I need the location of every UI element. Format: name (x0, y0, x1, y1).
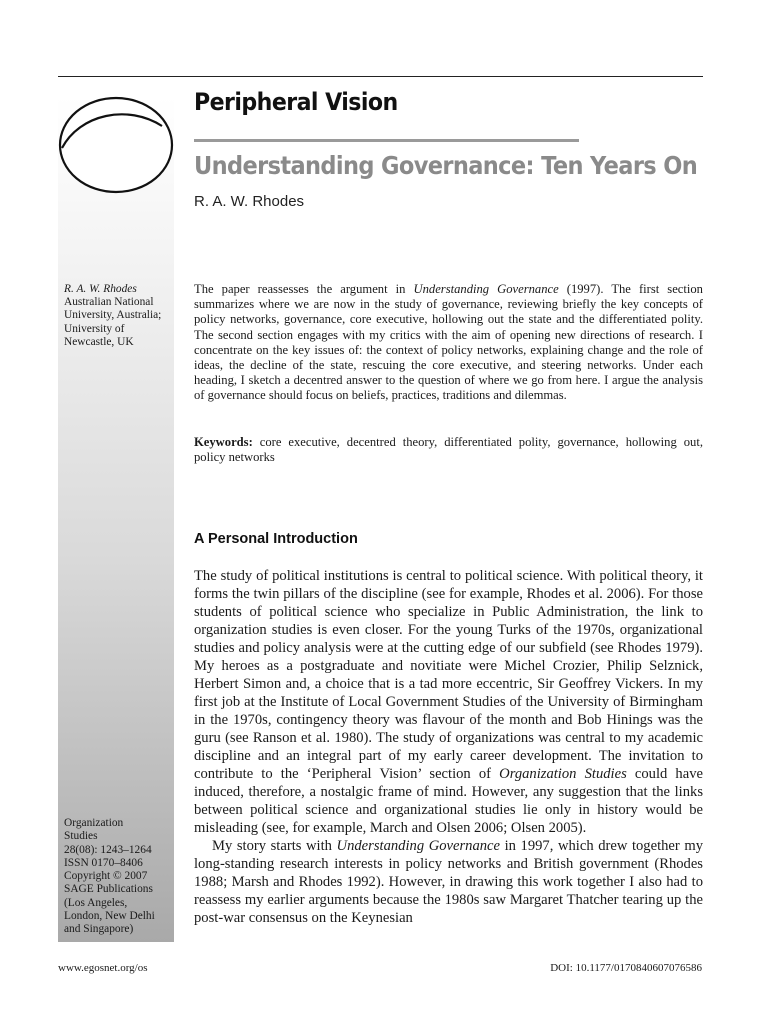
abstract-text-rest: (1997). The first section summarizes where we are now in the study of governance, reviewing briefly the key concepts of policy networks, governance, core executive, hollowing out the state and the differentiated polity. The second section engages with my critics with the aim of opening new directions of research. I concentrate on the key issues of: the context of policy networks, explaining change and the role of ideas, the decline of the state, rescuing the core executive, and steering networks. Under each heading, I sketch a decentred answer to the question of where we go from here. I argue the analysis of governance should focus on beliefs, practices, traditions and dilemmas. (194, 282, 703, 403)
byline: R. A. W. Rhodes (194, 193, 305, 210)
author-name: R. A. W. Rhodes (64, 283, 137, 295)
keywords-text: core executive, decentred theory, differentiated polity, governance, hollowing out, policy networks (194, 435, 703, 465)
top-rule (58, 76, 703, 77)
keywords-label: Keywords: (194, 435, 253, 449)
body-text-span: My story starts with (212, 838, 337, 854)
abstract-book-title: Understanding Governance (413, 282, 559, 296)
sidebar-gradient (58, 96, 174, 942)
book-title: Understanding Governance (336, 838, 501, 854)
body-text-span: in 1997, which drew together my long-standing research interests in policy networks and British government (Rhodes 1988; Marsh and Rhodes 1992). However, in drawing this work together I also had to reassess my earlier arguments because the 1980s saw Margaret Thatcher tearing up the post-war consensus on the Keynesian (194, 838, 703, 926)
keywords (194, 435, 703, 465)
abstract-text-start: The paper reassesses the argument in (194, 282, 414, 296)
journal-info: Organization Studies 28(08): 1243–1264 ISSN 0170–8406 Copyright © 2007 SAGE Publications (Los Angeles, London, New Delhi and Singapore) (64, 817, 155, 936)
body-text-span: The study of political institutions is central to political science. With political theory, it forms the twin pillars of the discipline (see for example, Rhodes et al. 2006). For those students of political science who specialize in Public Administration, the link to organization studies is even closer. For the young Turks of the 1970s, organizational studies and policy analysis were at the cutting edge of our subfield (see Rhodes 1979). My heroes as a postgraduate and novitiate were Michel Crozier, Philip Selznick, Herbert Simon and, a choice that is a tad more eccentric, Sir Geoffrey Vickers. In my first job at the Institute of Local Government Studies of the University of Birmingham in the 1970s, contingency theory was flavour of the month and Bob Hinings was the guru (see Ranson et al. 1980). The study of organizations was central to my academic discipline and an integral part of my early career development. The invitation to contribute to the ‘Peripheral Vision’ section of (194, 568, 703, 782)
title-rule (194, 139, 579, 142)
article-title: Understanding Governance: Ten Years On (194, 151, 698, 180)
footer-doi: DOI: 10.1177/0170840607076586 (550, 962, 702, 974)
section-label: Peripheral Vision (194, 88, 398, 116)
body-text (194, 567, 703, 927)
body-paragraph (194, 837, 703, 927)
body-text-span: could have induced, therefore, a nostalgic frame of mind. However, any suggestion that the links between political science and organizational studies lie only in history would be misleading (see, for example, March and Olsen 2006; Olsen 2005). (194, 766, 703, 836)
journal-name: Organization Studies (499, 766, 627, 782)
body-paragraph (194, 567, 703, 837)
author-affiliation: Australian National University, Australia; University of Newcastle, UK (64, 296, 162, 348)
section-heading: A Personal Introduction (194, 531, 358, 547)
peripheral-vision-logo-icon (58, 96, 176, 194)
footer-url: www.egosnet.org/os (58, 962, 148, 974)
abstract (194, 282, 703, 404)
author-note (64, 283, 174, 349)
